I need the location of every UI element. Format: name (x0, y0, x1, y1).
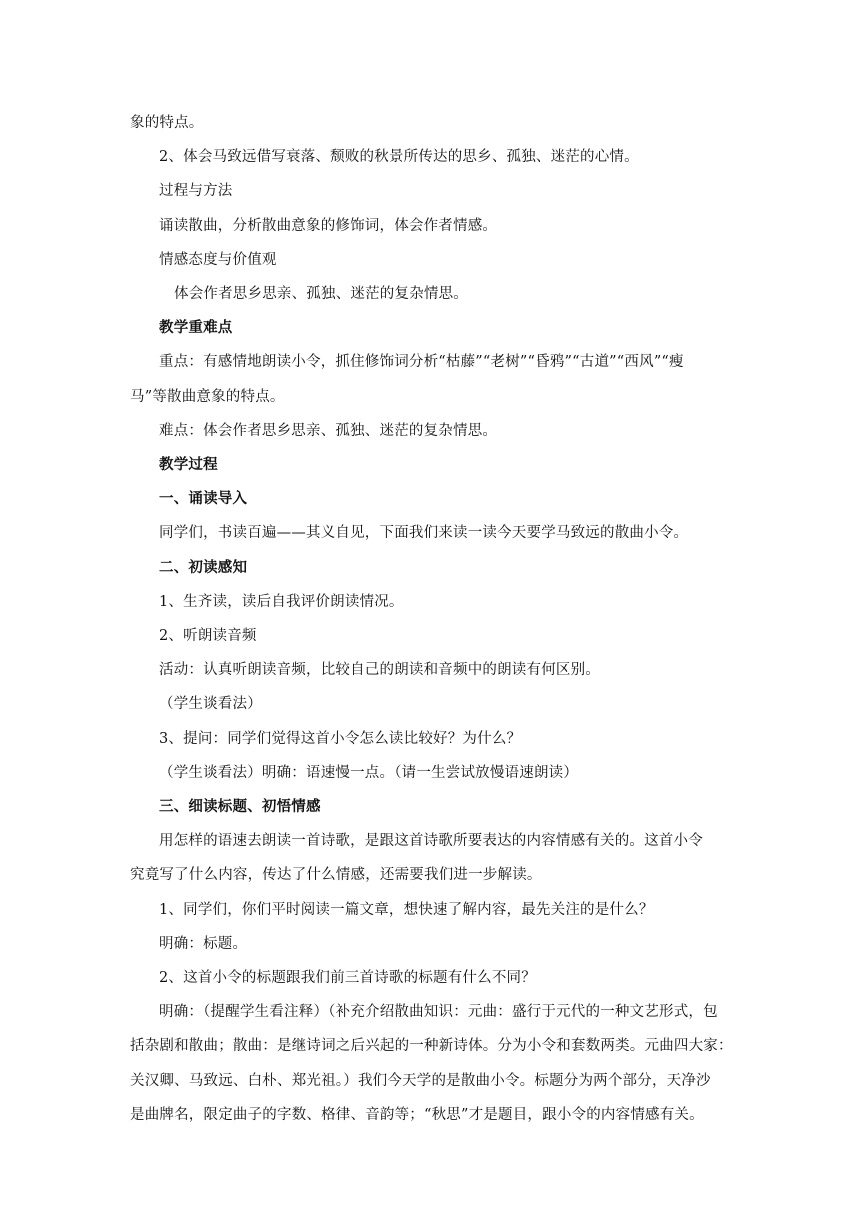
section-2-item-1: 1、生齐读，读后自我评价朗读情况。 (159, 593, 404, 610)
section-3-item-2: 2、这首小令的标题跟我们前三首诗歌的标题有什么不同？ (159, 970, 536, 987)
activity-text: 活动：认真听朗读音频，比较自己的朗读和音频中的朗读有何区别。 (159, 662, 600, 679)
process-method-text: 诵读散曲，分析散曲意象的修饰词，体会作者情感。 (159, 217, 498, 234)
section-2-item-2: 2、听朗读音频 (159, 628, 257, 645)
heading-section-3: 三、细读标题、初悟情感 (159, 799, 321, 816)
section-1-text: 同学们，书读百遍——其义自见，下面我们来读一读今天要学马致远的散曲小令。 (159, 525, 689, 542)
key-point-line-1: 重点：有感情地朗读小令，抓住修饰词分析“枯藤”“老树”“昏鸦”“古道”“西风”“瘦 (159, 354, 684, 371)
section-2-item-3: 3、提问：同学们觉得这首小令怎么读比较好？为什么？ (159, 730, 522, 747)
subheading-emotion-values: 情感态度与价值观 (159, 251, 277, 268)
heading-section-1: 一、诵读导入 (159, 491, 248, 508)
section-3-item-1: 1、同学们，你们平时阅读一篇文章，想快速了解内容，最先关注的是什么？ (159, 901, 654, 918)
explanation-line-3: 关汉卿、马致远、白朴、郑光祖。）我们今天学的是散曲小令。标题分为两个部分，天净沙 (130, 1072, 711, 1089)
explanation-line-2: 括杂剧和散曲；散曲：是继诗词之后兴起的一种新诗体。分为小令和套数两类。元曲四大家： (130, 1038, 733, 1055)
heading-teaching-process: 教学过程 (159, 457, 218, 474)
section-3-intro-line-2: 究竟写了什么内容，传达了什么情感，还需要我们进一步解读。 (130, 867, 542, 884)
explanation-line-4: 是曲牌名，限定曲子的字数、格律、音韵等；“秋思”才是题目，跟小令的内容情感有关。 (130, 1106, 704, 1123)
subheading-process-method: 过程与方法 (159, 183, 233, 200)
difficult-point: 难点：体会作者思乡思亲、孤独、迷茫的复杂情思。 (159, 422, 498, 439)
clarification-text: （学生谈看法）明确：语速慢一点。（请一生尝试放慢语速朗读） (159, 764, 579, 781)
section-3-intro-line-1: 用怎样的语速去朗读一首诗歌，是跟这首诗歌所要表达的内容情感有关的。这首小令 (159, 833, 703, 850)
heading-key-difficult-points: 教学重难点 (159, 320, 233, 337)
key-point-line-2: 马”等散曲意象的特点。 (130, 388, 285, 405)
answer-title: 明确：标题。 (159, 935, 248, 952)
objective-item-2: 2、体会马致远借写衰落、颓败的秋景所传达的思乡、孤独、迷茫的心情。 (159, 149, 639, 166)
explanation-line-1: 明确：（提醒学生看注释）（补充介绍散曲知识：元曲：盛行于元代的一种文艺形式，包 (159, 1004, 718, 1021)
paragraph-line: 象的特点。 (130, 115, 204, 131)
student-views-note: （学生谈看法） (159, 696, 262, 713)
heading-section-2: 二、初读感知 (159, 559, 248, 576)
emotion-values-text: 体会作者思乡思亲、孤独、迷茫的复杂情思。 (174, 286, 468, 303)
